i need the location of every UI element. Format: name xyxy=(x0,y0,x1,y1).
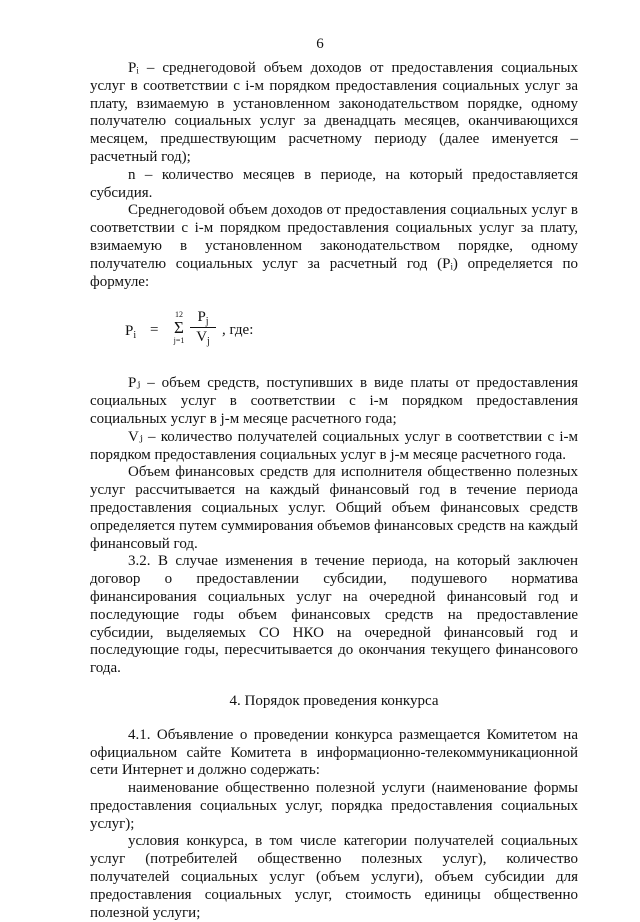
fraction-denominator: $V_j$ xyxy=(196,329,210,348)
page-number: 6 xyxy=(316,36,324,52)
fraction-bar xyxy=(190,327,216,328)
paragraph-pi-definition: Pᵢ – среднегодовой объем доходов от предоставления социальных услуг в соответствии с i-м порядком предоставления социальных услуг за плату, взимаемую в установленном законодательством порядке, одному получателю социальных услуг за двенадцать месяцев, оканчивающихся месяцем, предшествующим расчетному периоду (далее именуется – расчетный год); xyxy=(90,60,578,165)
paragraph-3-2: 3.2. В случае изменения в течение периода, на который заключен договор о предоставлении субсидии, подушевого норматива финансирования социальных услуг на очередной финансовый год и последующие годы объем финансовых средств на предоставление субсидии, выделяемых СО НКО на очередной финансовый год и последующие годы, пересчитывается до окончания текущего финансового года. xyxy=(90,553,578,677)
formula xyxy=(90,307,578,355)
paragraph-contest-conditions: условия конкурса, в том числе категории получателей социальных услуг (потребителей общественно полезных услуг), количество получателей социальных услуг (объем услуги), объем субсидии для предоставления социальных услуг, стоимость единицы общественно полезной услуги; xyxy=(90,833,578,921)
sum-upper-limit: 12 xyxy=(175,310,183,320)
sum-lower-limit: j=1 xyxy=(173,336,185,346)
section-title: 4. Порядок проведения конкурса xyxy=(229,692,439,709)
paragraph-4-1: 4.1. Объявление о проведении конкурса размещается Комитетом на официальном сайте Комитета в информационно-телекоммуникационной сети Интернет и должно содержать: xyxy=(90,726,578,779)
formula-equals: = xyxy=(150,322,159,339)
paragraph-n-definition: n – количество месяцев в периоде, на который предоставляется субсидия. xyxy=(90,166,578,201)
paragraph-financial-volume: Объем финансовых средств для исполнителя общественно полезных услуг рассчитывается на каждый финансовый год в течение периода предоставления социальных услуг. Общий объем финансовых средств определяется путем суммирования объемов финансовых средств на каждый финансовый год. xyxy=(90,464,578,552)
formula-lhs: $P_i$ xyxy=(125,323,137,342)
document-body xyxy=(90,60,578,922)
paragraph-pj-definition: Pⱼ – объем средств, поступивших в виде платы от предоставления социальных услуг в соответствии с i-м порядком предоставления социальных услуг в j-м месяце расчетного года; xyxy=(90,375,578,427)
formula-sum xyxy=(170,310,188,345)
sum-symbol: Σ xyxy=(174,318,184,338)
paragraph-average-income: Среднегодовой объем доходов от предоставления социальных услуг в соответствии с i-м порядком предоставления социальных услуг за плату, взимаемую в установленном законодательством порядке, одному получателю социальных услуг за расчетный год (Pᵢ) определяется по формуле: xyxy=(90,202,578,290)
formula-fraction xyxy=(190,309,216,346)
formula-suffix: , где: xyxy=(222,322,254,339)
paragraph-vj-definition: Vⱼ – количество получателей социальных услуг в соответствии с i-м порядком предоставления социальных услуг в j-м месяце расчетного года. xyxy=(90,428,578,463)
paragraph-service-name: наименование общественно полезной услуги (наименование формы предоставления социальных услуг, порядка предоставления социальных услуг); xyxy=(90,780,578,832)
fraction-numerator: $P_j$ xyxy=(197,309,209,328)
